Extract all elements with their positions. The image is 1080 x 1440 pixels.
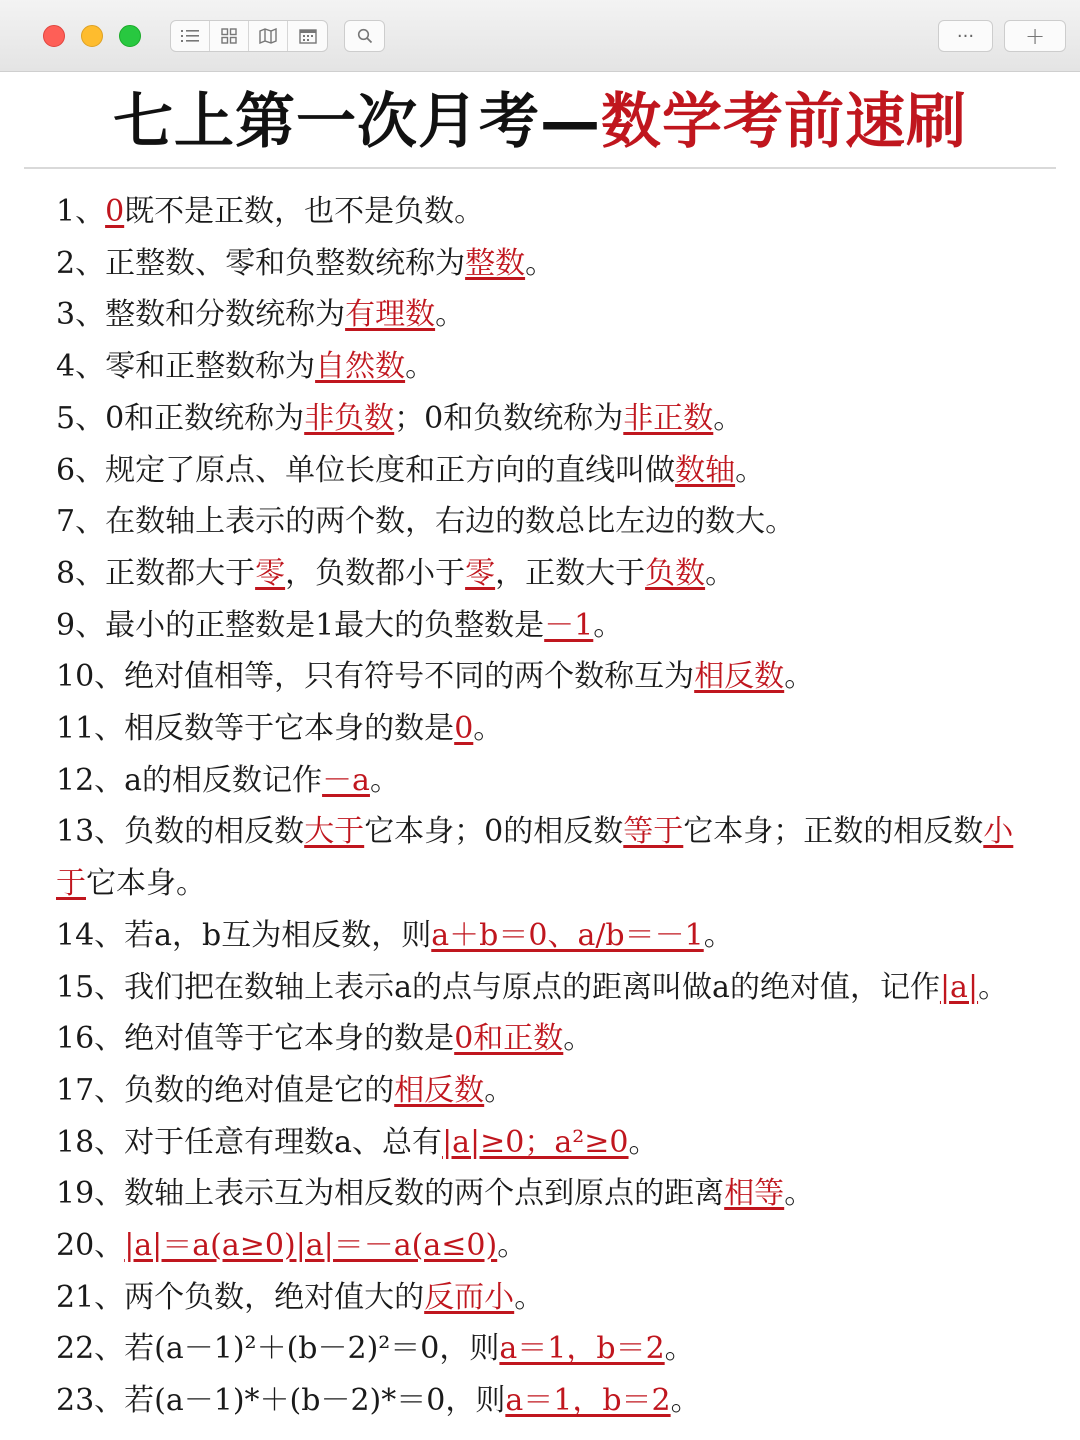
statement-text: 。 — [978, 969, 1009, 1005]
statement-text: 14、若a，b互为相反数，则 — [56, 917, 432, 953]
statement-text: 17、负数的绝对值是它的 — [56, 1072, 395, 1108]
answer-text: 零 — [465, 555, 496, 591]
statement-text: 。 — [664, 1331, 695, 1367]
statement-text: 16、绝对值等于它本身的数是 — [56, 1021, 455, 1057]
answer-text: －1 — [544, 607, 594, 643]
list-item — [56, 1013, 1036, 1065]
grid-icon — [221, 28, 237, 44]
list-item — [56, 496, 1036, 548]
list-item — [56, 755, 1036, 807]
search-button[interactable] — [345, 21, 384, 51]
answer-text: －a — [322, 762, 370, 798]
calendar-view-button[interactable] — [288, 21, 327, 51]
statement-text: 。 — [484, 1072, 515, 1108]
list-item — [56, 548, 1036, 600]
add-button[interactable]: + — [1024, 22, 1046, 50]
more-group — [938, 20, 993, 52]
answer-text: 0和正数 — [454, 1021, 564, 1057]
list-item — [56, 1375, 1036, 1427]
statement-text: 。 — [713, 400, 744, 436]
statement-text: 。 — [369, 762, 400, 798]
statement-text: 13、负数的相反数 — [56, 814, 305, 850]
statement-text: 3、整数和分数统称为 — [56, 297, 346, 333]
statement-text: 。 — [435, 297, 466, 333]
answer-text: 大于 — [304, 814, 365, 850]
statement-text: 2、正整数、零和负整数统称为 — [56, 245, 466, 281]
view-mode-group — [170, 20, 328, 52]
statement-text: 4、零和正整数称为 — [56, 349, 316, 385]
zoom-window-button[interactable] — [119, 25, 141, 47]
list-item — [56, 1168, 1036, 1220]
answer-text: a＋b＝0、a/b＝－1 — [431, 917, 704, 953]
statement-text: 它本身；正数的相反数 — [683, 814, 984, 850]
page-title-main: 七上第一次月考— — [113, 87, 601, 157]
statement-text: 20、 — [56, 1228, 125, 1264]
statement-text: 。 — [514, 1279, 545, 1315]
statement-text: 6、规定了原点、单位长度和正方向的直线叫做 — [56, 452, 676, 488]
list-item — [56, 1323, 1036, 1375]
statement-text: 。 — [525, 245, 556, 281]
statement-text: 5、0和正数统称为 — [56, 400, 305, 436]
answer-text: 0 — [105, 194, 125, 229]
search-group — [344, 20, 385, 52]
statement-text: 。 — [593, 607, 624, 643]
more-button[interactable]: ··· — [956, 25, 975, 47]
statement-text: 它本身。 — [86, 866, 206, 902]
answer-text: 小于 — [56, 814, 1014, 902]
search-icon — [357, 28, 373, 44]
answer-text: 非正数 — [623, 400, 714, 436]
answer-text: |a|≥0；a²≥0 — [442, 1124, 629, 1160]
statement-text: 10、绝对值相等，只有符号不同的两个数称互为 — [56, 659, 695, 695]
statement-text: ，正数大于 — [495, 555, 646, 591]
answer-text: 自然数 — [315, 349, 406, 385]
list-item — [56, 1065, 1036, 1117]
statement-text: 7、在数轴上表示的两个数，右边的数总比左边的数大。 — [56, 504, 796, 540]
list-item — [56, 806, 1036, 909]
answer-text: 相等 — [724, 1176, 785, 1212]
statement-text: 19、数轴上表示互为相反数的两个点到原点的距离 — [56, 1176, 725, 1212]
statement-text: 。 — [735, 452, 766, 488]
statement-text: 1、 — [56, 194, 106, 229]
close-window-button[interactable] — [43, 25, 65, 47]
list-item — [56, 1117, 1036, 1169]
statement-text: ，负数都小于 — [285, 555, 466, 591]
knowledge-point-list — [56, 186, 1036, 1427]
list-icon — [181, 29, 199, 43]
answer-text: |a| — [939, 969, 979, 1005]
grid-view-button[interactable] — [210, 21, 249, 51]
statement-text: 21、两个负数，绝对值大的 — [56, 1279, 425, 1315]
add-group — [1004, 20, 1066, 52]
list-item — [56, 910, 1036, 962]
list-item — [56, 1220, 1036, 1272]
list-item — [56, 445, 1036, 497]
answer-text: a＝1，b＝2 — [499, 1331, 665, 1367]
answer-text: 0 — [454, 711, 474, 747]
statement-text: 8、正数都大于 — [56, 555, 256, 591]
answer-text: 负数 — [645, 555, 706, 591]
statement-text: 23、若(a－1)*＋(b－2)*＝0，则 — [56, 1383, 506, 1419]
answer-text: 整数 — [465, 245, 526, 281]
minimize-window-button[interactable] — [81, 25, 103, 47]
statement-text: 18、对于任意有理数a、总有 — [56, 1124, 443, 1160]
statement-text: 12、a的相反数记作 — [56, 762, 323, 798]
statement-text: 22、若(a－1)²＋(b－2)²＝0，则 — [56, 1331, 500, 1367]
statement-text: 既不是正数，也不是负数。 — [124, 194, 485, 229]
statement-text: 11、相反数等于它本身的数是 — [56, 711, 455, 747]
list-item — [56, 238, 1036, 290]
statement-text: 。 — [473, 711, 504, 747]
list-item — [56, 600, 1036, 652]
statement-text: 。 — [628, 1124, 659, 1160]
page-title-highlight: 数学考前速刷 — [601, 87, 967, 157]
list-item — [56, 703, 1036, 755]
map-icon — [259, 28, 277, 44]
answer-text: |a|＝a(a≥0)|a|＝－a(a≤0) — [124, 1228, 498, 1264]
statement-text: 。 — [705, 555, 736, 591]
statement-text: 。 — [670, 1383, 701, 1419]
list-item — [56, 341, 1036, 393]
list-item — [56, 651, 1036, 703]
statement-text: 。 — [784, 659, 815, 695]
answer-text: 零 — [255, 555, 286, 591]
statement-text: 9、最小的正整数是1最大的负整数是 — [56, 607, 545, 643]
statement-text: 它本身；0的相反数 — [364, 814, 624, 850]
list-item — [56, 1272, 1036, 1324]
answer-text: 相反数 — [694, 659, 785, 695]
answer-text: 有理数 — [345, 297, 436, 333]
list-view-button[interactable] — [171, 21, 210, 51]
answer-text: 等于 — [623, 814, 684, 850]
answer-text: 非负数 — [304, 400, 395, 436]
list-item — [56, 186, 1036, 238]
title-divider — [24, 167, 1056, 169]
statement-text: 。 — [563, 1021, 594, 1057]
statement-text: ；0和负数统称为 — [394, 400, 624, 436]
answer-text: 反而小 — [424, 1279, 515, 1315]
list-item — [56, 393, 1036, 445]
statement-text: 。 — [497, 1228, 528, 1264]
statement-text: 。 — [703, 917, 734, 953]
statement-text: 。 — [405, 349, 436, 385]
statement-text: 15、我们把在数轴上表示a的点与原点的距离叫做a的绝对值，记作 — [56, 969, 940, 1005]
list-item — [56, 962, 1036, 1014]
window-titlebar — [0, 0, 1080, 72]
list-item — [56, 289, 1036, 341]
calendar-icon — [299, 28, 317, 44]
answer-text: 数轴 — [675, 452, 736, 488]
map-view-button[interactable] — [249, 21, 288, 51]
answer-text: a＝1，b＝2 — [505, 1383, 671, 1419]
statement-text: 。 — [784, 1176, 815, 1212]
answer-text: 相反数 — [394, 1072, 485, 1108]
page-title — [0, 80, 1080, 164]
